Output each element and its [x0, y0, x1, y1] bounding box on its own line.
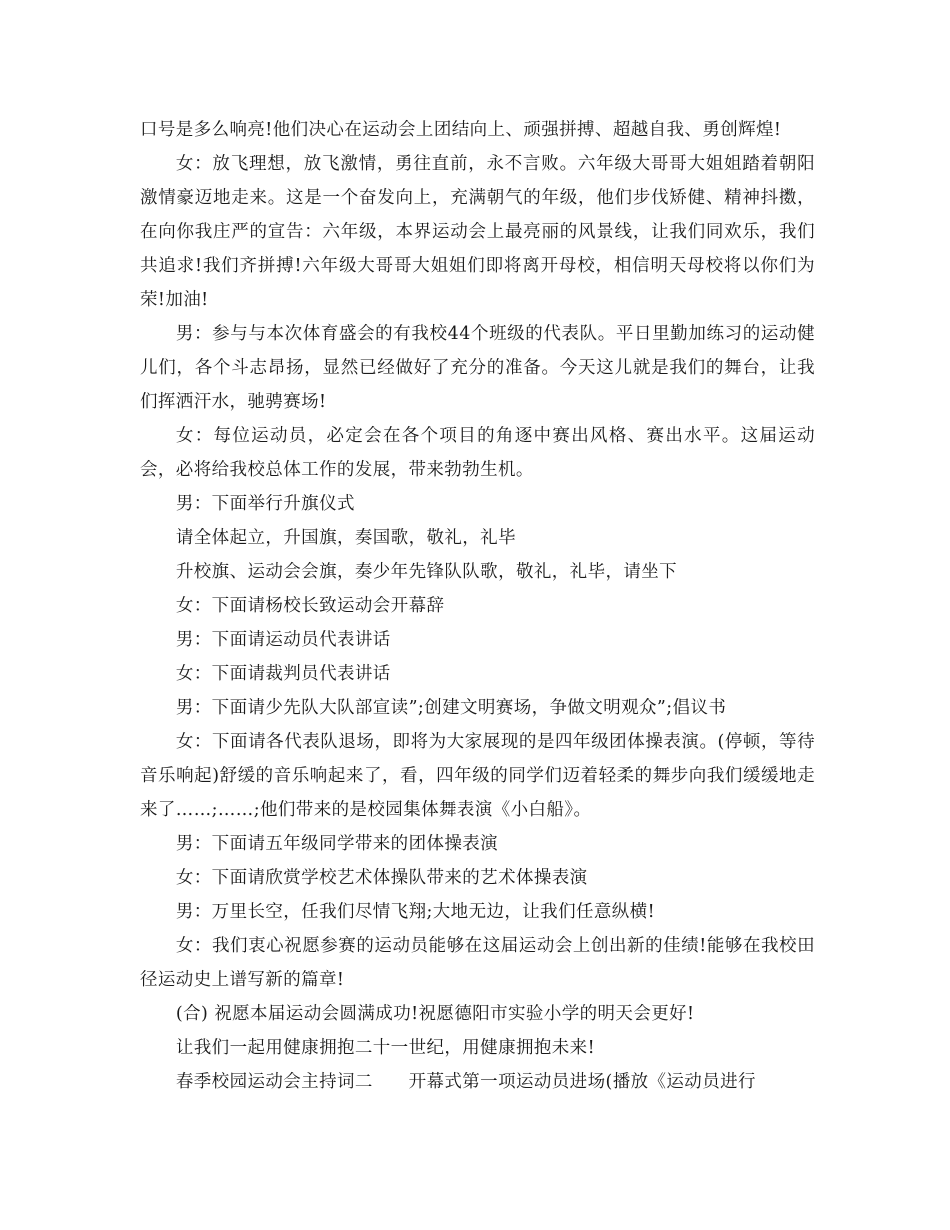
paragraph-8: 女：下面请杨校长致运动会开幕辞	[175, 596, 445, 616]
paragraph-17: (合) 祝愿本届运动会圆满成功!祝愿德阳市实验小学的明天会更好!	[175, 1004, 695, 1024]
paragraph-6: 请全体起立，升国旗，奏国歌，敬礼，礼毕	[175, 528, 516, 548]
paragraph-14: 女：下面请欣赏学校艺术体操队带来的艺术体操表演	[175, 868, 588, 888]
paragraph-16: 女：我们衷心祝愿参赛的运动员能够在这届运动会上创出新的佳绩!能够在我校田径运动史上谱写新的篇章!	[140, 936, 815, 990]
paragraph-3: 男：参与与本次体育盛会的有我校44个班级的代表队。平日里勤加练习的运动健儿们，各个斗志昂扬，显然已经做好了充分的准备。今天这儿就是我们的舞台，让我们挥洒汗水，驰骋赛场!	[140, 324, 815, 412]
paragraph-13: 男：下面请五年级同学带来的团体操表演	[175, 834, 499, 854]
paragraph-10: 女：下面请裁判员代表讲话	[175, 664, 391, 684]
paragraph-9: 男：下面请运动员代表讲话	[175, 630, 391, 650]
document-body	[140, 113, 815, 1099]
paragraph-12: 女：下面请各代表队退场，即将为大家展现的是四年级团体操表演。(停顿，等待音乐响起)舒缓的音乐响起来了，看，四年级的同学们迈着轻柔的舞步向我们缓缓地走来了……;……;他们带来的是校园集体舞表演《小白船》。	[140, 732, 815, 820]
paragraph-4: 女：每位运动员，必定会在各个项目的角逐中赛出风格、赛出水平。这届运动会，必将给我校总体工作的发展，带来勃勃生机。	[140, 426, 815, 480]
paragraph-15: 男：万里长空，任我们尽情飞翔;大地无边，让我们任意纵横!	[175, 902, 656, 922]
paragraph-7: 升校旗、运动会会旗，奏少年先锋队队歌，敬礼，礼毕，请坐下	[175, 562, 678, 582]
paragraph-19: 春季校园运动会主持词二 开幕式第一项运动员进场(播放《运动员进行	[175, 1072, 756, 1092]
paragraph-11: 男：下面请少先队大队部宣读”;创建文明赛场，争做文明观众”;倡议书	[175, 698, 727, 718]
paragraph-5: 男：下面举行升旗仪式	[175, 494, 355, 514]
paragraph-2: 女：放飞理想，放飞激情，勇往直前，永不言败。六年级大哥哥大姐姐踏着朝阳激情豪迈地走来。这是一个奋发向上，充满朝气的年级，他们步伐矫健、精神抖擞，在向你我庄严的宣告：六年级，本界运动会上最亮丽的风景线，让我们同欢乐，我们共追求!我们齐拼搏!六年级大哥哥大姐姐们即将离开母校，相信明天母校将以你们为荣!加油!	[140, 154, 815, 310]
paragraph-18: 让我们一起用健康拥抱二十一世纪，用健康拥抱未来!	[175, 1038, 596, 1058]
paragraph-1: 口号是多么响亮!他们决心在运动会上团结向上、顽强拼搏、超越自我、勇创辉煌!	[140, 120, 782, 140]
